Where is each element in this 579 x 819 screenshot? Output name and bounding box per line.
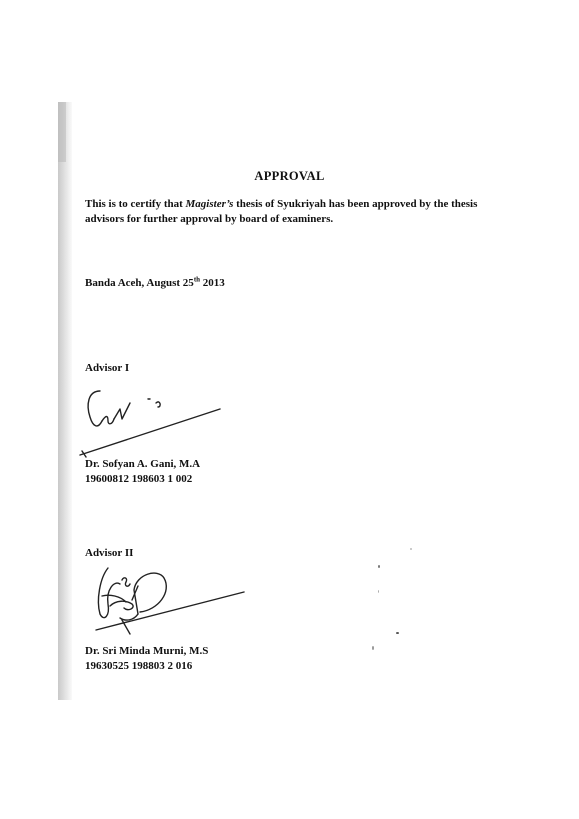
scan-speck (372, 646, 374, 650)
scan-edge-shadow (58, 102, 72, 700)
advisor-2-label: Advisor II (85, 547, 134, 559)
certify-suffix: thesis of Syukriyah has been approved by the thesis advisors for further approval by board of examiners. (85, 198, 478, 225)
date-ordinal: th (193, 275, 201, 284)
certify-prefix: This is to certify that (85, 198, 186, 210)
scan-speck (378, 565, 380, 568)
scan-speck (378, 590, 379, 593)
advisor-2-name: Dr. Sri Minda Murni, M.S (85, 645, 209, 657)
certify-italic: Magister’s (185, 198, 234, 210)
advisor-1-id: 19600812 198603 1 002 (85, 473, 193, 485)
scan-edge-mark (58, 102, 66, 162)
advisor-1-label: Advisor I (85, 362, 130, 374)
document-title: APPROVAL (254, 169, 325, 183)
advisor-1-name: Dr. Sofyan A. Gani, M.A (85, 458, 201, 470)
advisor-2-id: 19630525 198803 2 016 (85, 660, 193, 672)
scan-speck (410, 548, 412, 550)
scan-speck (396, 632, 399, 634)
date-year: 2013 (200, 277, 225, 289)
date-prefix: Banda Aceh, August 25 (85, 277, 194, 289)
certification-paragraph (85, 197, 485, 227)
date-line (85, 275, 225, 291)
